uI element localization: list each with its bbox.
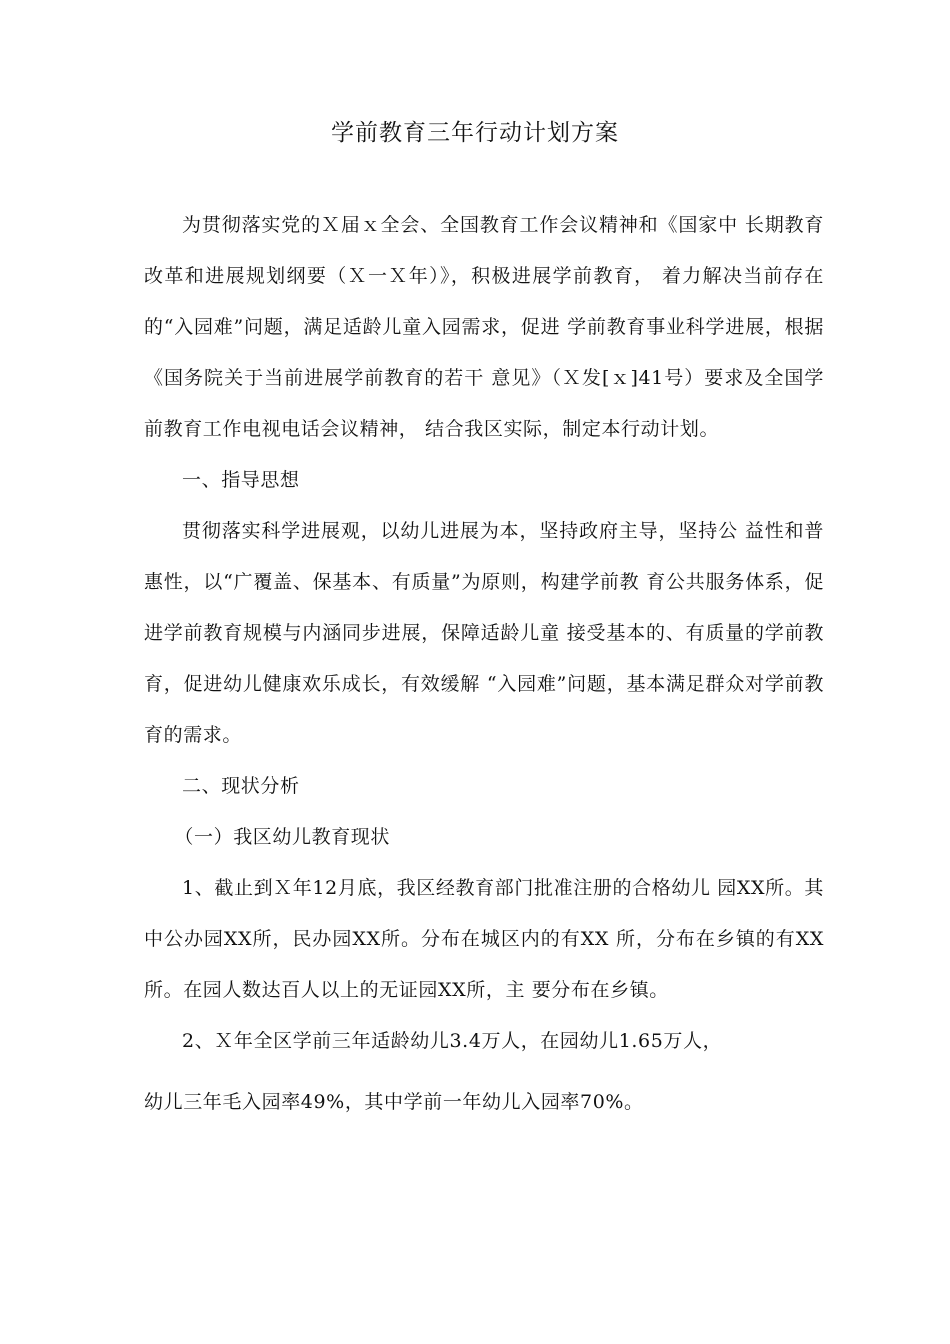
subsection-heading-current-status: （一）我区幼儿教育现状 xyxy=(174,826,390,848)
document-body xyxy=(144,200,824,1128)
status-item-2-line-2: 幼儿三年毛入园率49%，其中学前一年幼儿入园率70%。 xyxy=(144,1091,644,1113)
intro-paragraph: 为贯彻落实党的Ｘ届ｘ全会、全国教育工作会议精神和《国家中 长期教育改革和进展规划纲要（Ｘ一Ｘ年）》，积极进展学前教育， 着力解决当前存在的“入园难”问题，满足适龄儿童入园需求，促进 学前教育事业科学进展，根据《国务院关于当前进展学前教育的若干 意见》（Ｘ发[ｘ]41号）要求及全国学前教育工作电视电话会议精神， 结合我区实际，制定本行动计划。 xyxy=(144,214,824,440)
section-heading-status-analysis: 二、现状分析 xyxy=(182,775,300,797)
section-heading-guiding-thought: 一、指导思想 xyxy=(182,469,300,491)
status-item-1: 1、截止到Ｘ年12月底，我区经教育部门批准注册的合格幼儿 园XX所。其中公办园XX所，民办园XX所。分布在城区内的有XX 所，分布在乡镇的有XX所。在园人数达百人以上的无证园XX所，主 要分布在乡镇。 xyxy=(144,877,824,1001)
guiding-thought-paragraph: 贯彻落实科学进展观，以幼儿进展为本，坚持政府主导，坚持公 益性和普惠性，以“广覆盖、保基本、有质量”为原则，构建学前教 育公共服务体系，促进学前教育规模与内涵同步进展，保障适龄儿童 接受基本的、有质量的学前教育，促进幼儿健康欢乐成长，有效缓解 “入园难”问题，基本满足群众对学前教育的需求。 xyxy=(144,520,824,746)
document-title: 学前教育三年行动计划方案 xyxy=(331,120,619,146)
status-item-2-line-1: 2、Ｘ年全区学前三年适龄幼儿3.4万人，在园幼儿1.65万人， xyxy=(182,1030,723,1052)
